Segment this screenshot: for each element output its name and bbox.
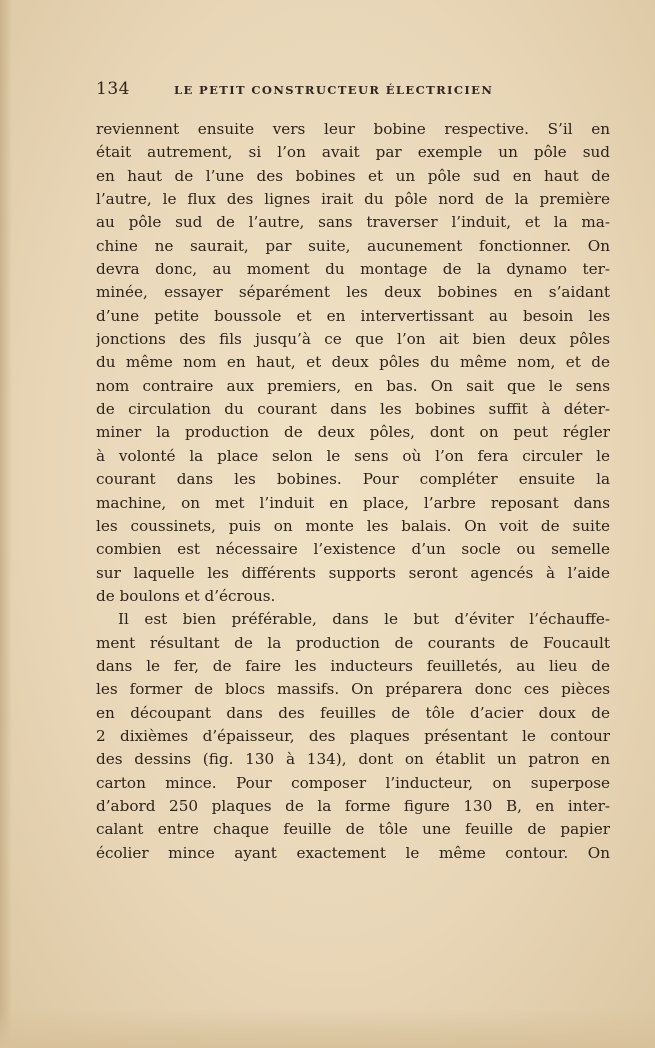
text-line: nom contraire aux premiers, en bas. On sait que le sens: [96, 376, 610, 395]
text-line: d’une petite boussole et en intervertissant au besoin les: [96, 306, 610, 325]
text-line: était autrement, si l’on avait par exemple un pôle sud: [96, 143, 610, 162]
text-line: machine, on met l’induit en place, l’arbre reposant dans: [96, 493, 610, 512]
text-line: de boulons et d’écrous.: [96, 586, 276, 605]
text-line: devra donc, au moment du montage de la dynamo ter-: [96, 260, 610, 279]
text-line: en haut de l’une des bobines et un pôle sud en haut de: [96, 166, 610, 185]
body-text: [96, 118, 610, 865]
text-line: d’abord 250 plaques de la forme figure 130 B, en inter-: [96, 796, 610, 815]
text-line: Il est bien préférable, dans le but d’éviter l’échauffe-: [118, 610, 610, 629]
text-line: jonctions des fils jusqu’à ce que l’on ait bien deux pôles: [96, 330, 610, 349]
text-line: dans le fer, de faire les inducteurs feuilletés, au lieu de: [96, 656, 610, 675]
text-line: carton mince. Pour composer l’inducteur, on superpose: [96, 773, 610, 792]
text-line: les former de blocs massifs. On préparera donc ces pièces: [96, 680, 610, 699]
text-line: au pôle sud de l’autre, sans traverser l’induit, et la ma-: [96, 213, 610, 232]
text-line: en découpant dans des feuilles de tôle d’acier doux de: [96, 703, 610, 722]
paragraph-1: [96, 118, 610, 608]
text-line: du même nom en haut, et deux pôles du même nom, et de: [96, 353, 610, 372]
text-line: courant dans les bobines. Pour compléter ensuite la: [96, 470, 610, 489]
text-line: des dessins (fig. 130 à 134), dont on établit un patron en: [96, 750, 610, 769]
text-line: écolier mince ayant exactement le même contour. On: [96, 843, 610, 862]
text-line: calant entre chaque feuille de tôle une feuille de papier: [96, 820, 610, 839]
page-edge-shadow-left: [0, 0, 12, 1048]
page-number: 134: [96, 79, 130, 99]
text-line: sur laquelle les différents supports seront agencés à l’aide: [96, 563, 610, 582]
text-line: miner la production de deux pôles, dont on peut régler: [96, 423, 610, 442]
text-line: 2 dixièmes d’épaisseur, des plaques présentant le contour: [96, 726, 610, 745]
text-line: à volonté la place selon le sens où l’on fera circuler le: [96, 446, 610, 465]
text-line: de circulation du courant dans les bobines suffit à déter-: [96, 400, 610, 419]
paragraph-2: [96, 608, 610, 865]
text-line: l’autre, le flux des lignes irait du pôle nord de la première: [96, 190, 610, 209]
text-line: combien est nécessaire l’existence d’un socle ou semelle: [96, 540, 610, 559]
text-line: minée, essayer séparément les deux bobines en s’aidant: [96, 283, 610, 302]
text-line: chine ne saurait, par suite, aucunement fonctionner. On: [96, 236, 610, 255]
page-header: [96, 79, 536, 103]
running-title: LE PETIT CONSTRUCTEUR ÉLECTRICIEN: [174, 83, 494, 97]
text-line: ment résultant de la production de courants de Foucault: [96, 633, 610, 652]
text-line: reviennent ensuite vers leur bobine respective. S’il en: [96, 120, 610, 138]
page-edge-shadow-bottom: [0, 1008, 655, 1048]
text-line: les coussinets, puis on monte les balais. On voit de suite: [96, 516, 610, 535]
